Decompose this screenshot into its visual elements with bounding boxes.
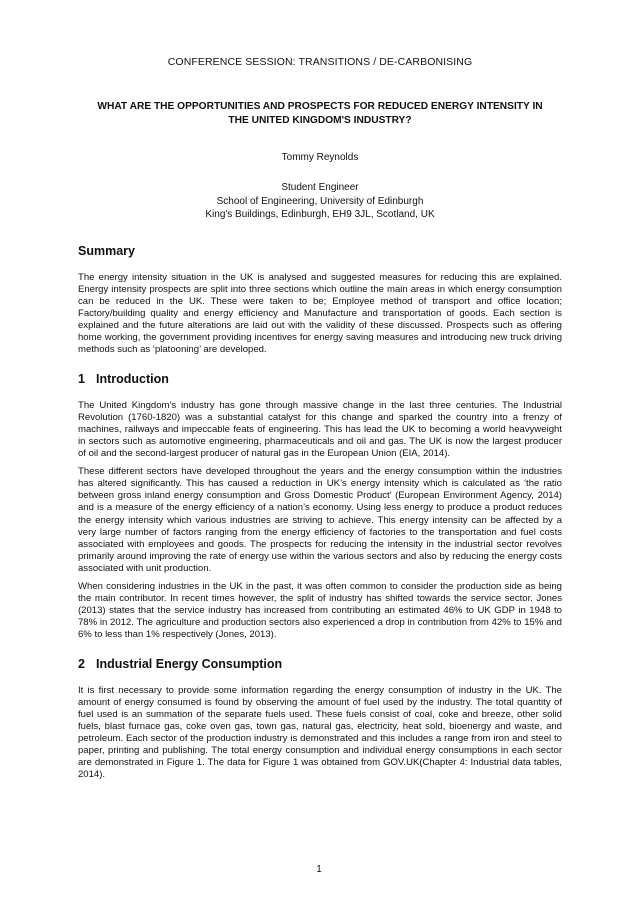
intro-paragraph-1: The United Kingdom’s industry has gone through massive change in the last three centuries. The Industrial Revolution (1760-1820) was a substantial catalyst for this change and sparked the country into a frenzy of machines, railways and impeccable feats of engineering. This has lead the UK to becoming a world heavyweight in sectors such as automotive engineering, pharmaceuticals and oil and gas. The UK is now the largest producer of oil and the second-largest producer of natural gas in the European Union (EIA, 2014). (78, 400, 562, 460)
affiliation (78, 181, 562, 222)
page-number: 1 (316, 864, 322, 875)
intro-paragraph-3: When considering industries in the UK in the past, it was often common to consider the production side as being the main contributor. In recent times however, the split of industry has shifted towards the service sector. Jones (2013) states that the service industry has increased from contributing an estimated 46% to UK GDP in 1948 to 78% in 2012. The agriculture and production sectors also experienced a drop in contribution from 42% to 15% and 6% to less than 1% respectively (Jones, 2013). (78, 580, 562, 640)
title-line-1: WHAT ARE THE OPPORTUNITIES AND PROSPECTS FOR REDUCED ENERGY INTENSITY IN (97, 101, 543, 112)
affiliation-role: Student Engineer (281, 182, 359, 193)
intro-paragraph-2: These different sectors have developed throughout the years and the energy consumption within the industries has altered significantly. This has caused a reduction in UK’s energy intensity which is calculated as ‘the ratio between gross inland energy consumption and Gross Domestic Product’ (European Environment Agency, 2014) and is a measure of the energy efficiency of a nation’s economy. Using less energy to produce a product reduces the energy intensity which various industries are striving to achieve. This energy intensity can be affected by a very large number of factors ranging from the energy efficiency of factories to the transportation and fuel costs associated with employees and goods. The prospects for reducing the intensity in the industrial sector revolves primarily around improving the rate of energy use within the various sectors and also by reducing the energy costs associated with unit production. (78, 466, 562, 574)
summary-heading: Summary (78, 243, 135, 258)
affiliation-school: School of Engineering, University of Edinburgh (216, 195, 424, 207)
section-title: Introduction (96, 372, 169, 387)
title-line-2: THE UNITED KINGDOM'S INDUSTRY? (228, 115, 412, 126)
section-number: 2 (78, 657, 85, 671)
author-name: Tommy Reynolds (281, 152, 359, 163)
paper-page (78, 56, 562, 787)
affiliation-address: King's Buildings, Edinburgh, EH9 3JL, Scotland, UK (205, 209, 435, 221)
industrial-paragraph-1: It is first necessary to provide some information regarding the energy consumption of industry in the UK. The amount of energy consumed is found by observing the amount of fuel used by the industry. The total quantity of fuel used is an summation of the separate fuels used. These fuels consist of coal, coke and breeze, other solid fuels, blast furnace gas, coke oven gas, town gas, natural gas, electricity, heat sold, bioenergy and waste, and petroleum. Each sector of the production industry is demonstrated and this includes a range from iron and steel to paper, printing and publishing. The total energy consumption and individual energy consumptions in each sector are demonstrated in Figure 1. The data for Figure 1 was obtained from GOV.UK(Chapter 4: Industrial data tables, 2014). (78, 685, 562, 781)
conference-session: CONFERENCE SESSION: TRANSITIONS / DE-CARBONISING (167, 56, 473, 68)
section-1-heading (78, 372, 562, 386)
summary-paragraph: The energy intensity situation in the UK is analysed and suggested measures for reducing this are explained. Energy intensity prospects are split into three sections which outline the main areas in which energy consumption can be reduced in the UK. These were taken to be; Employee method of transport and office location; Factory/building quality and energy efficiency and Manufacture and transportation of goods. Each section is explained and the future alterations are laid out with the validity of these discussed. Prospects such as offering home working, the government providing incentives for energy saving measures and introducing new truck driving methods such as ‘platooning’ are developed. (78, 271, 562, 356)
section-title: Industrial Energy Consumption (96, 657, 283, 671)
section-2-heading (78, 657, 562, 671)
section-number: 1 (78, 372, 85, 387)
paper-title (78, 100, 562, 128)
